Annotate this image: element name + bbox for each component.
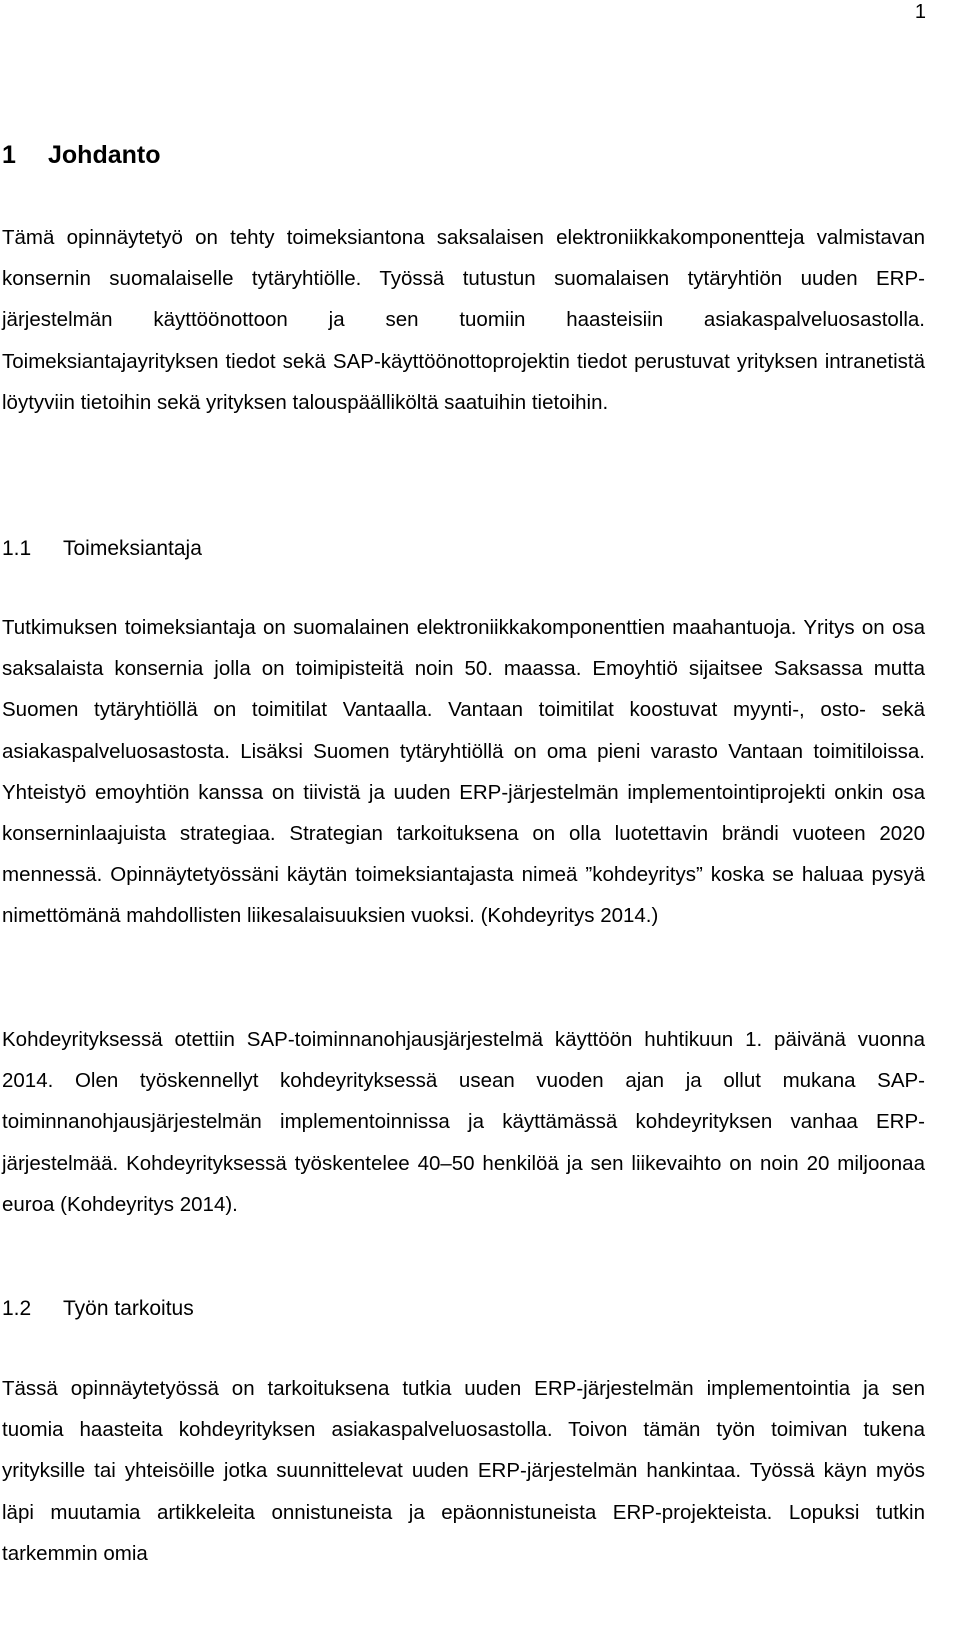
chapter-number: 1	[2, 141, 16, 169]
chapter-title: Johdanto	[48, 141, 161, 169]
section-heading-tyon-tarkoitus	[2, 1296, 194, 1322]
chapter-heading	[2, 140, 161, 170]
toimeksiantaja-paragraph-2: Kohdeyrityksessä otettiin SAP-toiminnanohjausjärjestelmä käyttöön huhtikuun 1. päivänä vuonna 2014. Olen työskennellyt kohdeyrityksessä usean vuoden ajan ja ollut mukana SAP-toiminnanohjausjärjestelmän implementoinnissa ja käyttämässä kohdeyrityksen vanhaa ERP-järjestelmää. Kohdeyrityksessä työskentelee 40–50 henkilöä ja sen liikevaihto on noin 20 miljoonaa euroa (Kohdeyritys 2014).	[2, 1028, 925, 1216]
section-heading-toimeksiantaja	[2, 536, 202, 562]
section-title: Toimeksiantaja	[63, 537, 202, 560]
tyon-tarkoitus-paragraph-1: Tässä opinnäytetyössä on tarkoituksena tutkia uuden ERP-järjestelmän implementointia ja sen tuomia haasteita kohdeyrityksen asiakaspalveluosastolla. Toivon tämän työn toimivan tukena yrityksille tai yhteisöille jotka suunnittelevat uuden ERP-järjestelmän hankintaa. Työssä käyn myös läpi muutamia artikkeleita onnistuneista ja epäonnistuneista ERP-projekteista. Lopuksi tutkin tarkemmin omia	[2, 1377, 925, 1565]
toimeksiantaja-paragraph-1: Tutkimuksen toimeksiantaja on suomalainen elektroniikkakomponenttien maahantuoja. Yritys on osa saksalaista konsernia jolla on toimipisteitä noin 50. maassa. Emoyhtiö sijaitsee Saksassa mutta Suomen tytäryhtiöllä on toimitilat Vantaalla. Vantaan toimitilat koostuvat myynti-, osto- sekä asiakaspalveluosastosta. Lisäksi Suomen tytäryhtiöllä on oma pieni varasto Vantaan toimitiloissa. Yhteistyö emoyhtiön kanssa on tiivistä ja uuden ERP-järjestelmän implementointiprojekti onkin osa konserninlaajuista strategiaa. Strategian tarkoituksena on olla luotettavin brändi vuoteen 2020 mennessä. Opinnäytetyössäni käytän toimeksiantajasta nimeä ”kohdeyritys” koska se haluaa pysyä nimettömänä mahdollisten liikesalaisuuksien vuoksi. (Kohdeyritys 2014.)	[2, 616, 925, 928]
section-number: 1.1	[2, 537, 32, 560]
page-number: 1	[914, 1, 926, 23]
section-title: Työn tarkoitus	[63, 1297, 194, 1320]
intro-paragraph: Tämä opinnäytetyö on tehty toimeksiantona saksalaisen elektroniikkakomponentteja valmistavan konsernin suomalaiselle tytäryhtiölle. Työssä tutustun suomalaisen tytäryhtiön uuden ERP-järjestelmän käyttöönottoon ja sen tuomiin haasteisiin asiakaspalveluosastolla. Toimeksiantajayrityksen tiedot sekä SAP-käyttöönottoprojektin tiedot perustuvat yrityksen intranetistä löytyviin tietoihin sekä yrityksen talouspäälliköltä saatuihin tietoihin.	[2, 226, 925, 414]
section-number: 1.2	[2, 1297, 32, 1320]
